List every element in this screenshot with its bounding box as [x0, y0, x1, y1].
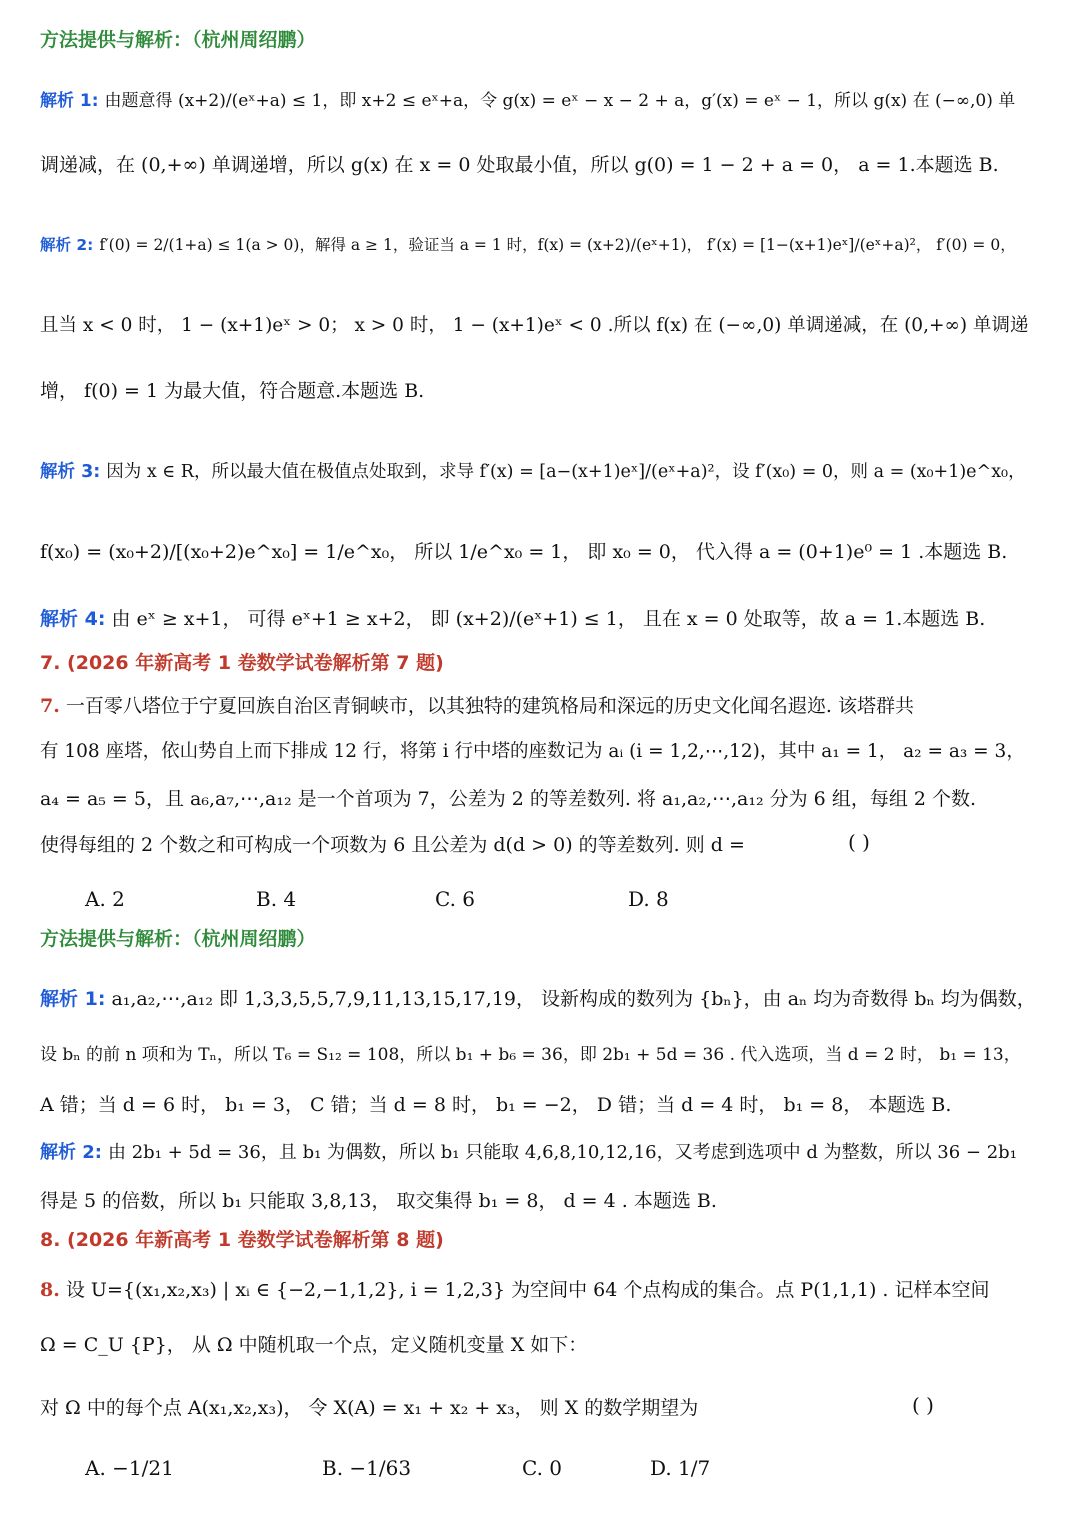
option-b: B. −1/63	[322, 1456, 412, 1480]
solution-label: 解析 1:	[40, 988, 106, 1010]
solution-1-line-2: 调递减，在 (0,+∞) 单调递增，所以 g(x) 在 x = 0 处取最小值，所以 g(0) = 1 − 2 + a = 0， a = 1.本题选 B.	[40, 154, 999, 176]
option-c: C. 0	[522, 1456, 563, 1480]
question-8-line-2: Ω = C_U {P}， 从 Ω 中随机取一个点，定义随机变量 X 如下：	[40, 1334, 588, 1356]
method-header: 方法提供与解析：（杭州周绍鹏）	[40, 29, 316, 51]
solution-4-line-1	[40, 604, 1042, 634]
solution-text: 由题意得 (x+2)/(eˣ+a) ≤ 1，即 x+2 ≤ eˣ+a，令 g(x) = eˣ − x − 2 + a，g′(x) = eˣ − 1，所以 g(x) 在 (−∞,0) 单	[104, 91, 1016, 111]
solution-2-line-1	[40, 1138, 1042, 1168]
option-b: B. 4	[256, 887, 297, 911]
solution-3-line-2: f(x₀) = (x₀+2)/[(x₀+2)e^x₀] = 1/e^x₀， 所以 1/e^x₀ = 1， 即 x₀ = 0， 代入得 a = (0+1)e⁰ = 1 .本题选 B.	[40, 541, 1008, 563]
question-8-line-3: 对 Ω 中的每个点 A(x₁,x₂,x₃)， 令 X(A) = x₁ + x₂ + x₃， 则 X 的数学期望为	[40, 1397, 699, 1419]
solution-label: 解析 2:	[40, 236, 94, 254]
answer-blank: ( )	[912, 1393, 934, 1417]
question-7-line-1	[40, 691, 1042, 721]
solution-text: 由 2b₁ + 5d = 36，且 b₁ 为偶数，所以 b₁ 只能取 4,6,8,10,12,16，又考虑到选项中 d 为整数，所以 36 − 2b₁	[108, 1142, 1017, 1163]
solution-label: 解析 4:	[40, 608, 106, 630]
solution-2-line-3: 增， f(0) = 1 为最大值，符合题意.本题选 B.	[40, 380, 425, 402]
solution-1-line-1	[40, 86, 1042, 116]
solution-1-line-2: 设 bₙ 的前 n 项和为 Tₙ，所以 T₆ = S₁₂ = 108，所以 b₁ + b₆ = 36，即 2b₁ + 5d = 36 . 代入选项，当 d = 2 时， b₁ = 13，	[40, 1045, 1021, 1065]
solution-label: 解析 2:	[40, 1142, 102, 1163]
solution-2-line-2: 且当 x < 0 时， 1 − (x+1)eˣ > 0； x > 0 时， 1 − (x+1)eˣ < 0 .所以 f(x) 在 (−∞,0) 单调递减，在 (0,+∞) 单调递	[40, 315, 1029, 336]
answer-blank: ( )	[848, 830, 870, 854]
question-7-reference: 7. (2026 年新高考 1 卷数学试卷解析第 7 题)	[40, 652, 444, 674]
solution-label: 解析 3:	[40, 462, 101, 482]
question-8-reference: 8. (2026 年新高考 1 卷数学试卷解析第 8 题)	[40, 1229, 444, 1251]
question-number: 8.	[40, 1279, 60, 1301]
option-a: A. −1/21	[85, 1456, 174, 1480]
solution-1-line-1	[40, 984, 1042, 1014]
option-d: D. 8	[628, 887, 669, 911]
question-7-line-2: 有 108 座塔，依山势自上而下排成 12 行，将第 i 行中塔的座数记为 aᵢ (i = 1,2,⋯,12)，其中 a₁ = 1， a₂ = a₃ = 3，	[40, 741, 1025, 762]
solution-1-line-3: A 错；当 d = 6 时， b₁ = 3， C 错；当 d = 8 时， b₁ = −2， D 错；当 d = 4 时， b₁ = 8， 本题选 B.	[40, 1094, 952, 1116]
solution-2-line-1	[40, 230, 1042, 260]
question-7-line-4: 使得每组的 2 个数之和可构成一个项数为 6 且公差为 d(d > 0) 的等差数列. 则 d =	[40, 834, 745, 856]
option-d: D. 1/7	[650, 1456, 711, 1480]
solution-2-line-2: 得是 5 的倍数，所以 b₁ 只能取 3,8,13， 取交集得 b₁ = 8， d = 4 . 本题选 B.	[40, 1190, 717, 1212]
option-c: C. 6	[435, 887, 476, 911]
question-7-line-3: a₄ = a₅ = 5，且 a₆,a₇,⋯,a₁₂ 是一个首项为 7，公差为 2 的等差数列. 将 a₁,a₂,⋯,a₁₂ 分为 6 组，每组 2 个数.	[40, 788, 977, 810]
solution-text: f′(0) = 2/(1+a) ≤ 1(a > 0)，解得 a ≥ 1，验证当 a = 1 时，f(x) = (x+2)/(eˣ+1)， f′(x) = [1−(x+1)eˣ]/(eˣ+a)²， f′(0) = 0，	[99, 236, 1016, 254]
method-header: 方法提供与解析：（杭州周绍鹏）	[40, 928, 316, 950]
question-text: 设 U={(x₁,x₂,x₃) | xᵢ ∈ {−2,−1,1,2}, i = 1,2,3} 为空间中 64 个点构成的集合。点 P(1,1,1) . 记样本空间	[65, 1279, 990, 1301]
solution-text: 因为 x ∈ R，所以最大值在极值点处取到，求导 f′(x) = [a−(x+1)eˣ]/(eˣ+a)²，设 f′(x₀) = 0，则 a = (x₀+1)e^x₀，	[106, 462, 1026, 482]
solution-text: 由 eˣ ≥ x+1， 可得 eˣ+1 ≥ x+2， 即 (x+2)/(eˣ+1) ≤ 1， 且在 x = 0 处取等，故 a = 1.本题选 B.	[111, 608, 986, 630]
question-text: 一百零八塔位于宁夏回族自治区青铜峡市，以其独特的建筑格局和深远的历史文化闻名遐迩. 该塔群共	[65, 695, 914, 717]
question-number: 7.	[40, 695, 60, 717]
solution-3-line-1	[40, 457, 1042, 487]
solution-label: 解析 1:	[40, 91, 99, 111]
solution-text: a₁,a₂,⋯,a₁₂ 即 1,3,3,5,5,7,9,11,13,15,17,19， 设新构成的数列为 {bₙ}，由 aₙ 均为奇数得 bₙ 均为偶数，	[111, 988, 1036, 1010]
option-a: A. 2	[85, 887, 125, 911]
question-8-line-1	[40, 1275, 1042, 1305]
